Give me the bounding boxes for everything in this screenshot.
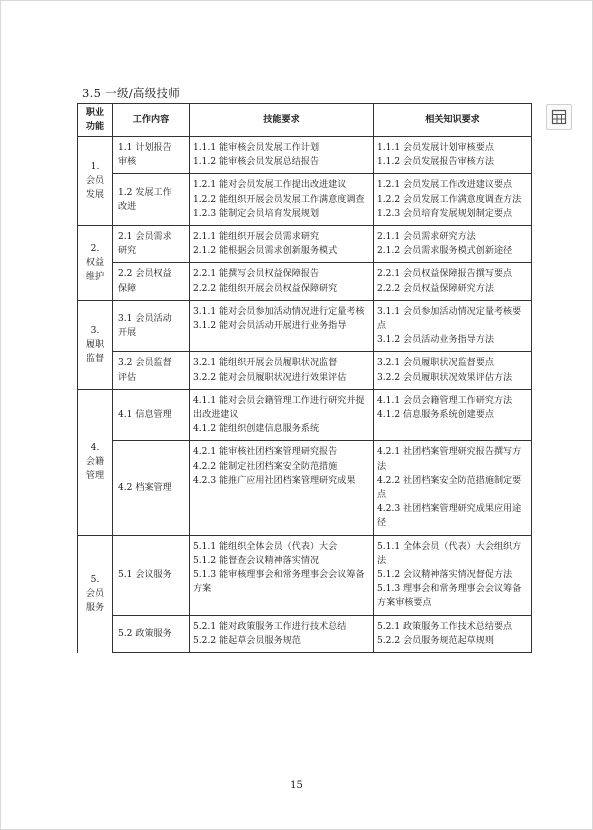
- skills-cell: [189, 300, 373, 352]
- header-function-line: 职业: [85, 106, 105, 118]
- skill-item: 4.2.3 能推广应用社团档案管理研究成果: [193, 475, 356, 486]
- function-label: 4.: [90, 442, 100, 453]
- skill-item: 3.1.1 能对会员参加活动情况进行定量考核: [193, 306, 365, 317]
- function-label: 发展: [85, 190, 105, 201]
- function-label: 3.: [90, 325, 100, 336]
- work-content-label: 4.2 档案管理: [118, 482, 172, 493]
- skills-cell: [189, 136, 373, 173]
- knowledge-item: 3.1.2 会员活动业务指导方法: [377, 335, 494, 346]
- skill-item: 2.1.1 能组织开展会员需求研究: [193, 232, 320, 243]
- skill-item: 5.2.1 能对政策服务工作进行技术总结: [193, 621, 347, 632]
- work-content-label: 保障: [118, 283, 137, 294]
- skill-item: 3.2.1 能组织开展会员履职状况监督: [193, 358, 338, 369]
- knowledge-cell: [373, 440, 532, 534]
- knowledge-item: 3.1.1 会员参加活动情况定量考核要点: [377, 306, 522, 332]
- knowledge-item: 2.2.1 会员权益保障报告撰写要点: [377, 269, 513, 280]
- knowledge-item: 5.1.3 理事会和常务理事会会议筹备方案审核要点: [377, 584, 522, 609]
- skill-item: 2.2.2 能组织开展会员权益保障研究: [193, 283, 338, 294]
- skill-item: 1.2.2 能组织开展会员发展工作满意度调查: [193, 194, 365, 205]
- skill-item: 5.1.1 能组织全体会员（代表）大会: [193, 541, 338, 552]
- knowledge-item: 5.1.2 会议精神落实情况督促方法: [377, 570, 513, 581]
- knowledge-item: 4.1.1 会员会籍管理工作研究方法: [377, 395, 513, 406]
- knowledge-item: 1.2.1 会员发展工作改进建议要点: [377, 180, 513, 191]
- work-content-label: 评估: [118, 372, 137, 383]
- knowledge-item: 5.2.2 会员服务规范起草规则: [377, 635, 494, 646]
- header-skills: 技能要求: [189, 103, 373, 136]
- work-content-label: 4.1 信息管理: [118, 410, 172, 421]
- header-function-line: 功能: [85, 121, 105, 132]
- function-label: 履职: [85, 339, 105, 350]
- skill-item: 4.1.2 能组织创建信息服务系统: [193, 424, 320, 435]
- work-content-cell: [112, 262, 189, 299]
- knowledge-item: 5.2.1 政策服务工作技术总结要点: [377, 621, 513, 632]
- skill-item: 1.2.1 能对会员发展工作提出改进建议: [193, 180, 347, 191]
- work-content-cell: [112, 300, 189, 352]
- skill-item: 4.1.1 能对会员会籍管理工作进行研究并提出改进建议: [193, 395, 365, 421]
- work-content-label: 审核: [118, 157, 137, 168]
- table-row: [77, 136, 532, 173]
- skill-item: 1.1.1 能审核会员发展工作计划: [193, 143, 320, 153]
- skill-item: 4.2.1 能审核社团档案管理研究报告: [193, 447, 338, 458]
- function-label: 会员: [85, 175, 105, 186]
- knowledge-cell: [373, 389, 532, 441]
- work-content-label: 3.1 会员活动: [118, 313, 172, 324]
- knowledge-cell: [373, 173, 532, 225]
- skills-cell: [189, 615, 373, 653]
- function-cell: [77, 300, 112, 389]
- knowledge-item: 1.2.3 会员培育发展规划制定要点: [377, 208, 513, 219]
- knowledge-cell: [373, 351, 532, 388]
- knowledge-cell: [373, 300, 532, 352]
- knowledge-item: 5.1.1 全体会员（代表）大会组织方法: [377, 541, 522, 566]
- work-content-cell: [112, 351, 189, 388]
- function-cell: [77, 389, 112, 535]
- knowledge-item: 4.2.1 社团档案管理研究报告撰写方法: [377, 447, 522, 472]
- knowledge-cell: [373, 615, 532, 653]
- function-cell: [77, 535, 112, 653]
- table-row: [77, 300, 532, 352]
- knowledge-item: 4.1.2 信息服务系统创建要点: [377, 410, 494, 421]
- skills-cell: [189, 225, 373, 262]
- work-content-cell: [112, 440, 189, 534]
- skill-item: 4.2.2 能制定社团档案安全防范措施: [193, 461, 338, 472]
- requirements-table: [77, 103, 532, 653]
- skill-item: 5.1.2 能督查会议精神落实情况: [193, 555, 320, 566]
- work-content-cell: [112, 225, 189, 262]
- knowledge-item: 1.1.2 会员发展报告审核方法: [377, 157, 494, 168]
- knowledge-item: 1.2.2 会员发展工作满意度调查方法: [377, 194, 522, 205]
- skills-cell: [189, 440, 373, 534]
- work-content-label: 2.1 会员需求: [118, 232, 172, 243]
- work-content-label: 2.2 会员权益: [118, 269, 172, 280]
- knowledge-item: 2.2.2 会员权益保障研究方法: [377, 283, 494, 294]
- skill-item: 2.1.2 能根据会员需求创新服务模式: [193, 246, 338, 257]
- knowledge-item: 3.2.2 会员履职状况效果评估方法: [377, 372, 513, 383]
- function-cell: [77, 225, 112, 300]
- table-row: [77, 535, 532, 615]
- skill-item: 3.1.2 能对会员活动开展进行业务指导: [193, 321, 347, 332]
- skills-cell: [189, 535, 373, 615]
- table-row: [77, 351, 532, 388]
- work-content-label: 1.2 发展工作: [118, 187, 172, 198]
- function-label: 服务: [85, 603, 105, 614]
- work-content-cell: [112, 136, 189, 173]
- header-knowledge: 相关知识要求: [373, 103, 532, 136]
- page-number: 15: [290, 780, 303, 791]
- knowledge-cell: [373, 136, 532, 173]
- knowledge-item: 4.2.3 社团档案管理研究成果应用途径: [377, 504, 522, 529]
- knowledge-cell: [373, 262, 532, 299]
- skills-cell: [189, 262, 373, 299]
- skill-item: 2.2.1 能撰写会员权益保障报告: [193, 269, 320, 280]
- knowledge-item: 4.2.2 社团档案安全防范措施制定要点: [377, 475, 522, 501]
- skill-item: 1.1.2 能审核会员发展总结报告: [193, 157, 320, 168]
- knowledge-item: 2.1.2 会员需求服务模式创新途径: [377, 246, 513, 257]
- function-label: 会员: [85, 589, 105, 600]
- function-label: 2.: [90, 243, 100, 254]
- table-header-row: [77, 103, 532, 136]
- skill-item: 5.1.3 能审核理事会和常务理事会会议筹备方案: [193, 570, 365, 595]
- table-row: [77, 173, 532, 225]
- skills-cell: [189, 389, 373, 441]
- function-label: 1.: [90, 161, 100, 172]
- work-content-cell: [112, 615, 189, 653]
- work-content-label: 开展: [118, 328, 137, 339]
- header-function: [77, 103, 112, 136]
- knowledge-cell: [373, 535, 532, 615]
- skills-cell: [189, 173, 373, 225]
- table-row: [77, 440, 532, 534]
- section-title: 3.5 一级/高级技师: [82, 86, 181, 100]
- function-label: 维护: [85, 272, 105, 283]
- skill-item: 3.2.2 能对会员履职状况进行效果评估: [193, 372, 347, 383]
- knowledge-item: 3.2.1 会员履职状况监督要点: [377, 358, 494, 369]
- work-content-label: 1.1 计划报告: [118, 143, 172, 153]
- skill-item: 1.2.3 能制定会员培育发展规划: [193, 208, 320, 219]
- work-content-label: 3.2 会员监督: [118, 358, 172, 369]
- knowledge-item: 2.1.1 会员需求研究方法: [377, 232, 476, 243]
- function-label: 会籍: [85, 457, 105, 468]
- table-body: [77, 136, 532, 653]
- work-content-label: 5.1 会议服务: [118, 570, 172, 581]
- work-content-label: 5.2 政策服务: [118, 628, 172, 639]
- function-cell: [77, 136, 112, 225]
- table-row: [77, 262, 532, 299]
- table-row: [77, 615, 532, 653]
- knowledge-item: 1.1.1 会员发展计划审核要点: [377, 143, 494, 153]
- header-content: 工作内容: [112, 103, 189, 136]
- table-row: [77, 389, 532, 441]
- work-content-cell: [112, 535, 189, 615]
- work-content-label: 研究: [118, 246, 137, 257]
- skill-item: 5.2.2 能起草会员服务规范: [193, 635, 301, 646]
- work-content-cell: [112, 173, 189, 225]
- work-content-cell: [112, 389, 189, 441]
- skills-cell: [189, 351, 373, 388]
- function-label: 5.: [90, 575, 100, 586]
- function-label: 权益: [85, 257, 105, 268]
- function-label: 管理: [85, 471, 105, 482]
- work-content-label: 改进: [118, 201, 137, 212]
- table-row: [77, 225, 532, 262]
- table-grid-icon[interactable]: [546, 104, 572, 130]
- function-label: 监督: [85, 353, 105, 364]
- knowledge-cell: [373, 225, 532, 262]
